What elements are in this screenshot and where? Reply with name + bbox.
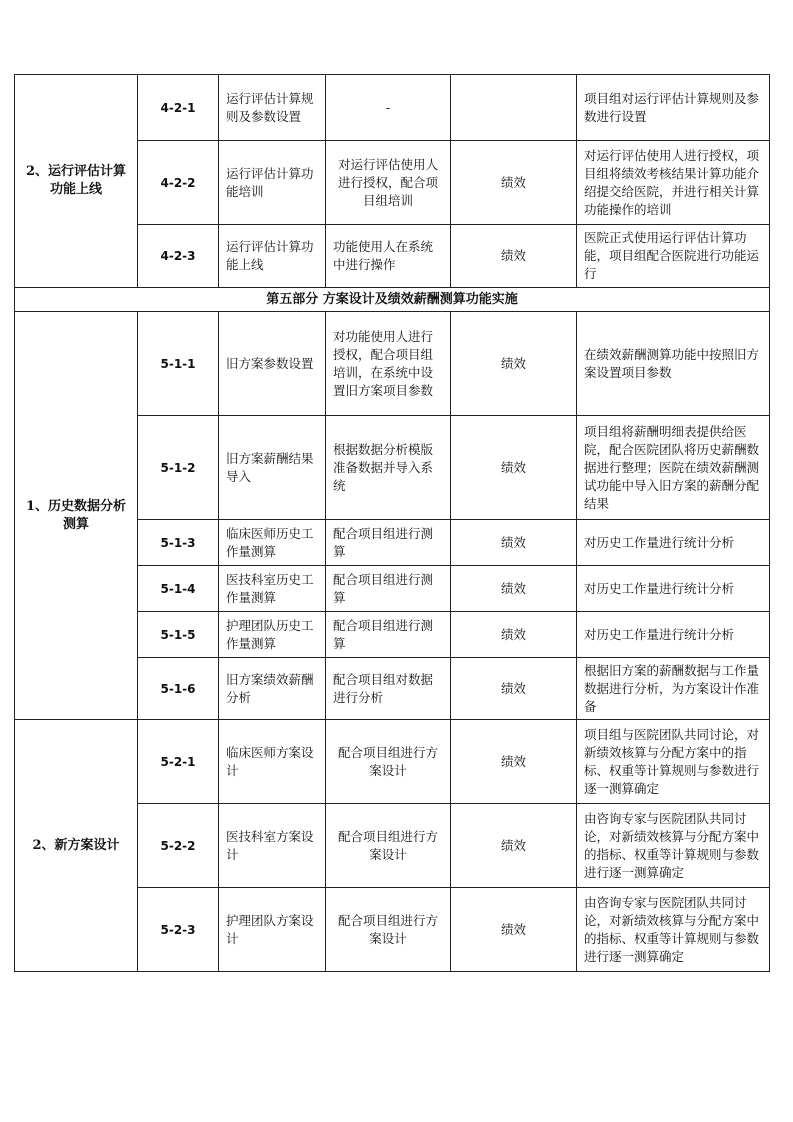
task-type-cell: 绩效 (451, 566, 577, 612)
task-name-cell: 临床医师方案设计 (219, 720, 326, 804)
task-name-cell: 临床医师历史工作量测算 (219, 520, 326, 566)
hospital-action-cell: 配合项目组进行方案设计 (326, 888, 451, 972)
task-type-cell: 绩效 (451, 804, 577, 888)
task-type-cell: 绩效 (451, 312, 577, 416)
task-type-cell: 绩效 (451, 416, 577, 520)
task-type-cell: 绩效 (451, 888, 577, 972)
task-name-cell: 运行评估计算规则及参数设置 (219, 75, 326, 141)
task-type-cell (451, 75, 577, 141)
hospital-action-cell: 配合项目组进行测算 (326, 566, 451, 612)
task-type-cell: 绩效 (451, 141, 577, 225)
task-name-cell: 运行评估计算功能上线 (219, 225, 326, 288)
task-type-cell: 绩效 (451, 225, 577, 288)
section-title: 第五部分 方案设计及绩效薪酬测算功能实施 (15, 288, 770, 312)
hospital-action-cell: 配合项目组对数据进行分析 (326, 658, 451, 720)
task-name-cell: 旧方案参数设置 (219, 312, 326, 416)
task-description-cell: 对历史工作量进行统计分析 (577, 520, 770, 566)
task-name-cell: 旧方案薪酬结果导入 (219, 416, 326, 520)
task-code-cell: 5-1-6 (138, 658, 219, 720)
task-description-cell: 由咨询专家与医院团队共同讨论，对新绩效核算与分配方案中的指标、权重等计算规则与参数进行逐一测算确定 (577, 888, 770, 972)
task-code-cell: 5-1-1 (138, 312, 219, 416)
task-code-cell: 5-2-1 (138, 720, 219, 804)
task-code-cell: 5-1-5 (138, 612, 219, 658)
hospital-action-cell: 配合项目组进行方案设计 (326, 720, 451, 804)
task-code-cell: 4-2-3 (138, 225, 219, 288)
task-description-cell: 对历史工作量进行统计分析 (577, 566, 770, 612)
hospital-action-cell: 配合项目组进行方案设计 (326, 804, 451, 888)
task-code-cell: 5-2-3 (138, 888, 219, 972)
hospital-action-cell: - (326, 75, 451, 141)
task-name-cell: 医技科室历史工作量测算 (219, 566, 326, 612)
task-type-cell: 绩效 (451, 720, 577, 804)
task-description-cell: 对运行评估使用人进行授权，项目组将绩效考核结果计算功能介绍提交给医院，并进行相关计算功能操作的培训 (577, 141, 770, 225)
task-code-cell: 5-1-4 (138, 566, 219, 612)
task-code-cell: 4-2-2 (138, 141, 219, 225)
task-name-cell: 医技科室方案设计 (219, 804, 326, 888)
task-description-cell: 项目组与医院团队共同讨论，对新绩效核算与分配方案中的指标、权重等计算规则与参数进行逐一测算确定 (577, 720, 770, 804)
task-name-cell: 护理团队方案设计 (219, 888, 326, 972)
task-description-cell: 对历史工作量进行统计分析 (577, 612, 770, 658)
table-row (15, 720, 770, 804)
task-description-cell: 根据旧方案的薪酬数据与工作量数据进行分析，为方案设计作准备 (577, 658, 770, 720)
task-description-cell: 医院正式使用运行评估计算功能，项目组配合医院进行功能运行 (577, 225, 770, 288)
hospital-action-cell: 对功能使用人进行授权，配合项目组培训，在系统中设置旧方案项目参数 (326, 312, 451, 416)
table-row (15, 312, 770, 416)
section-title-row (15, 288, 770, 312)
task-type-cell: 绩效 (451, 658, 577, 720)
task-name-cell: 护理团队历史工作量测算 (219, 612, 326, 658)
group-title-cell: 1、历史数据分析测算 (15, 312, 138, 720)
task-description-cell: 项目组将薪酬明细表提供给医院，配合医院团队将历史薪酬数据进行整理；医院在绩效薪酬测试功能中导入旧方案的薪酬分配结果 (577, 416, 770, 520)
table-row (15, 75, 770, 141)
group-title-cell: 2、运行评估计算功能上线 (15, 75, 138, 288)
implementation-plan-table (14, 74, 770, 972)
hospital-action-cell: 功能使用人在系统中进行操作 (326, 225, 451, 288)
hospital-action-cell: 根据数据分析模版准备数据并导入系统 (326, 416, 451, 520)
group-title-cell: 2、新方案设计 (15, 720, 138, 972)
task-type-cell: 绩效 (451, 612, 577, 658)
task-code-cell: 5-1-3 (138, 520, 219, 566)
task-code-cell: 4-2-1 (138, 75, 219, 141)
task-description-cell: 由咨询专家与医院团队共同讨论，对新绩效核算与分配方案中的指标、权重等计算规则与参数进行逐一测算确定 (577, 804, 770, 888)
hospital-action-cell: 配合项目组进行测算 (326, 520, 451, 566)
task-type-cell: 绩效 (451, 520, 577, 566)
task-description-cell: 在绩效薪酬测算功能中按照旧方案设置项目参数 (577, 312, 770, 416)
task-name-cell: 旧方案绩效薪酬分析 (219, 658, 326, 720)
hospital-action-cell: 对运行评估使用人进行授权，配合项目组培训 (326, 141, 451, 225)
hospital-action-cell: 配合项目组进行测算 (326, 612, 451, 658)
task-description-cell: 项目组对运行评估计算规则及参数进行设置 (577, 75, 770, 141)
task-code-cell: 5-1-2 (138, 416, 219, 520)
task-code-cell: 5-2-2 (138, 804, 219, 888)
task-name-cell: 运行评估计算功能培训 (219, 141, 326, 225)
